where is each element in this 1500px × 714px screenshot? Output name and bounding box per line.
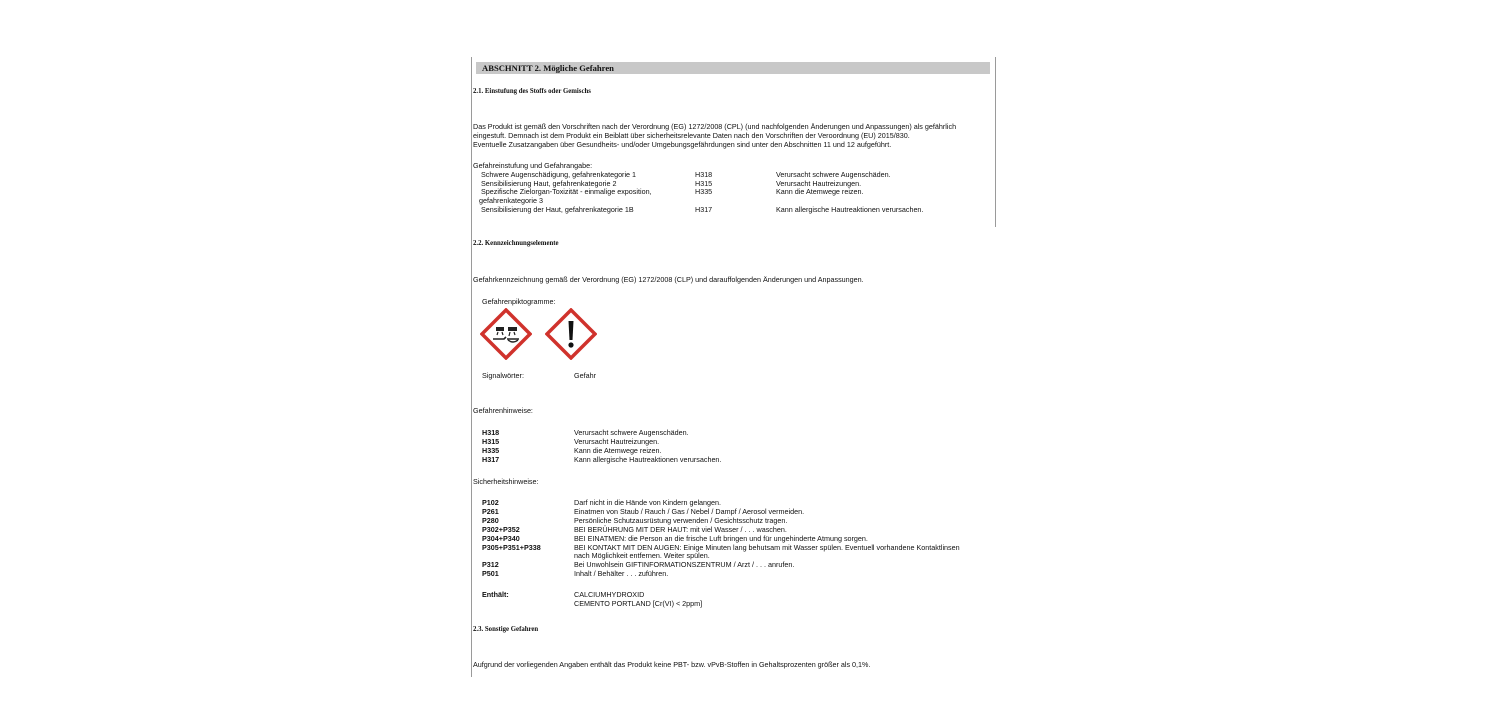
classification-code: H335 [695, 187, 713, 196]
classification-text: Verursacht Hautreizungen. [776, 179, 862, 188]
contains-item: CEMENTO PORTLAND [Cr(VI) < 2ppm] [574, 599, 703, 608]
hazard-code: H318 [482, 428, 500, 437]
classification-name: Spezifische Zielorgan-Toxizität - einmalige exposition, [481, 187, 652, 196]
hazard-text: Verursacht Hautreizungen. [574, 437, 660, 446]
classification-code: H317 [695, 205, 713, 214]
precaution-code: P102 [482, 498, 499, 507]
precaution-code: P501 [482, 569, 499, 578]
section-title: ABSCHNITT 2. Mögliche Gefahren [476, 62, 990, 74]
precaution-code: P302+P352 [482, 525, 520, 534]
other-hazards-text: Aufgrund der vorliegenden Angaben enthält das Produkt keine PBT- bzw. vPvB-Stoffen in Gehaltsprozenten größer als 0,1%. [473, 660, 871, 669]
paragraph-line: eingestuft. Demnach ist dem Produkt ein Beiblatt über sicherheitsrelevante Daten nach den Vorschriften der Veroordnung (EU) 2015/830. [473, 131, 910, 140]
classification-name: Schwere Augenschädigung, gefahrenkategorie 1 [481, 170, 637, 179]
classification-label: Gefahreinstufung und Gefahrangabe: [473, 161, 593, 170]
subsection-2-3-title: 2.3. Sonstige Gefahren [473, 626, 539, 633]
paragraph-line: Das Produkt ist gemäß den Vorschriften nach der Verordnung (EG) 1272/2008 (CPL) (und nachfolgenden Änderungen und Anpassungen) als gefährlich [473, 122, 957, 131]
precaution-text: Bei Unwohlsein GIFTINFORMATIONSZENTRUM / Arzt / . . . anrufen. [574, 560, 795, 569]
precaution-code: P305+P351+P338 [482, 543, 541, 552]
hazard-text: Kann allergische Hautreaktionen verursachen. [574, 455, 722, 464]
paragraph-line: Eventuelle Zusatzangaben über Gesundheits- und/oder Umgebungsgefährdungen sind unter den Abschnitten 11 und 12 aufgeführt. [473, 140, 892, 149]
hazard-code: H335 [482, 446, 500, 455]
pictograms-label: Gefahrenpiktogramme: [482, 297, 556, 306]
left-border-rule [471, 57, 472, 677]
classification-code: H318 [695, 170, 713, 179]
classification-text: Kann die Atemwege reizen. [776, 187, 864, 196]
hazard-code: H315 [482, 437, 500, 446]
subsection-2-2-title: 2.2. Kennzeichnungselemente [473, 240, 559, 247]
contains-item: CALCIUMHYDROXID [574, 590, 645, 599]
classification-code: H315 [695, 179, 713, 188]
exclamation-mark-icon [545, 308, 597, 360]
subsection-2-1-title: 2.1. Einstufung des Stoffs oder Gemischs [473, 88, 591, 95]
precaution-code: P280 [482, 516, 499, 525]
hazard-code: H317 [482, 455, 500, 464]
precaution-text: BEI BERÜHRUNG MIT DER HAUT: mit viel Wasser / . . . waschen. [574, 525, 787, 534]
precaution-code: P304+P340 [482, 534, 520, 543]
hazard-text: Verursacht schwere Augenschäden. [574, 428, 689, 437]
classification-name: Sensibilisierung der Haut, gefahrenkategorie 1B [481, 205, 634, 214]
precaution-text: BEI KONTAKT MIT DEN AUGEN: Einige Minuten lang behutsam mit Wasser spülen. Eventuell vorhandene Kontaktlinsen [574, 543, 960, 552]
hazard-statements-label: Gefahrenhinweise: [473, 406, 533, 415]
right-border-rule [995, 57, 996, 227]
precautionary-statements-label: Sicherheitshinweise: [473, 477, 539, 486]
classification-text: Verursacht schwere Augenschäden. [776, 170, 891, 179]
precaution-text: Einatmen von Staub / Rauch / Gas / Nebel / Dampf / Aerosol vermeiden. [574, 507, 805, 516]
precaution-text: Darf nicht in die Hände von Kindern gelangen. [574, 498, 722, 507]
corrosion-icon [480, 308, 532, 360]
precaution-code: P261 [482, 507, 499, 516]
precaution-text: BEI EINATMEN: die Person an die frische Luft bringen und für ungehinderte Atmung sorgen. [574, 534, 868, 543]
labelling-intro: Gefahrkennzeichnung gemäß der Verordnung (EG) 1272/2008 (CLP) und darauffolgenden Änderungen und Anpassungen. [473, 275, 864, 284]
classification-text: Kann allergische Hautreaktionen verursachen. [776, 205, 924, 214]
hazard-text: Kann die Atemwege reizen. [574, 446, 662, 455]
precaution-text-continued: nach Möglichkeit entfernen. Weiter spülen. [574, 551, 710, 560]
precaution-code: P312 [482, 560, 499, 569]
signal-word-value: Gefahr [574, 371, 596, 380]
precaution-text: Persönliche Schutzausrüstung verwenden / Gesichtsschutz tragen. [574, 516, 788, 525]
classification-name-continued: gefahrenkategorie 3 [479, 196, 543, 205]
classification-name: Sensibilisierung Haut, gefahrenkategorie 2 [481, 179, 617, 188]
classification-paragraph [473, 122, 993, 149]
signal-word-label: Signalwörter: [482, 371, 524, 380]
precaution-text: Inhalt / Behälter . . . zuführen. [574, 569, 669, 578]
contains-label: Enthält: [482, 590, 509, 599]
